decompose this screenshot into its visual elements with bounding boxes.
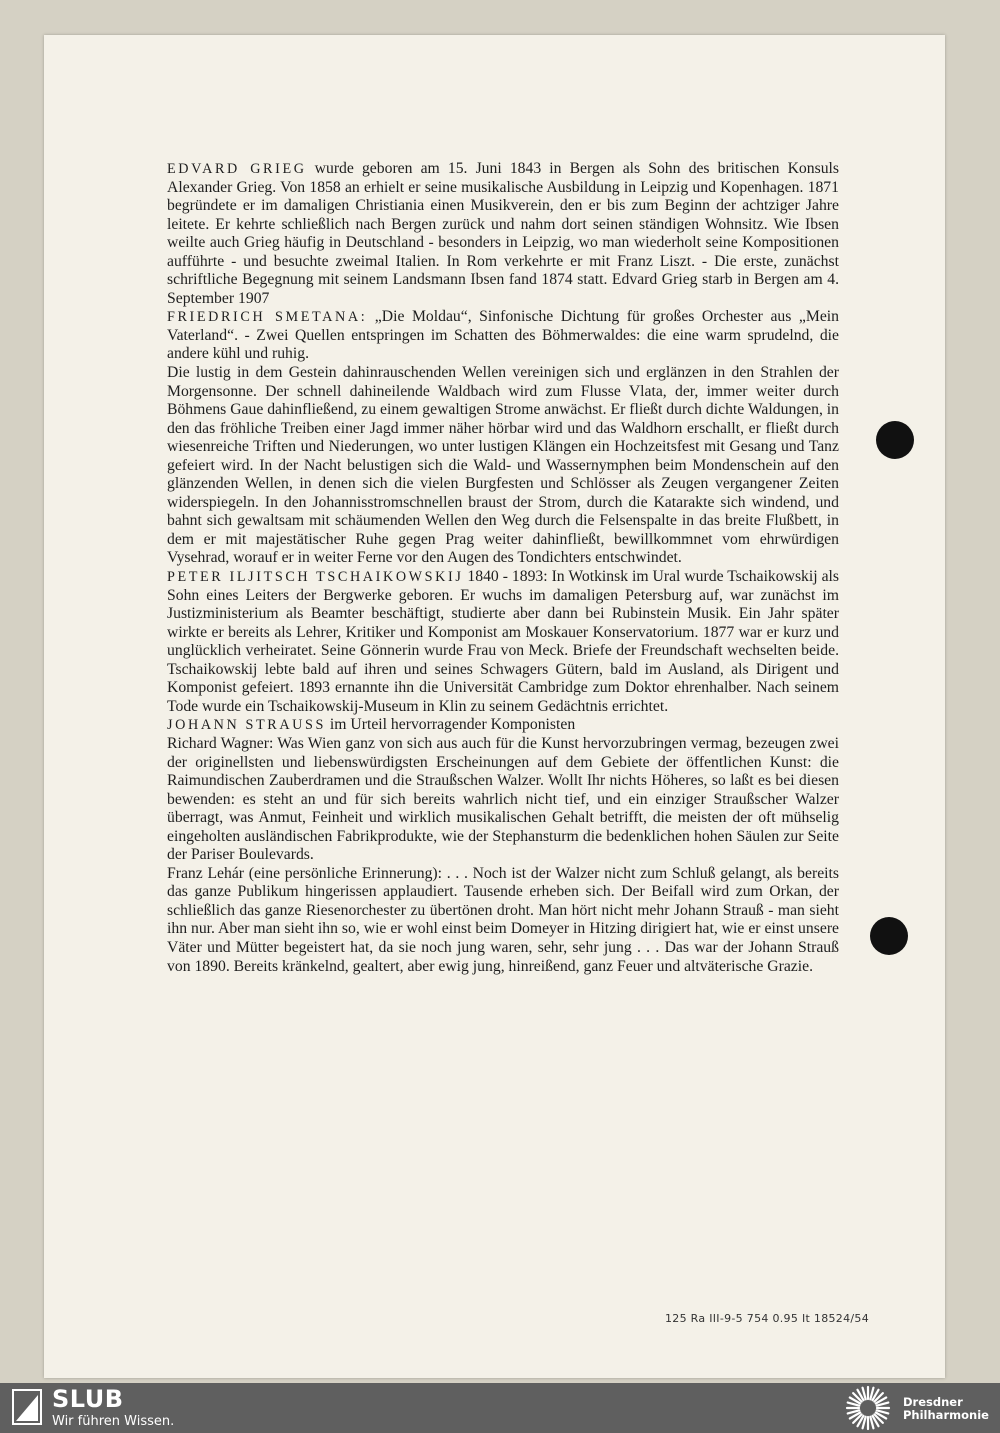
paragraph-lehar-quote: [167, 865, 839, 976]
catalog-number: 125 Ra III-9-5 754 0.95 It 18524/54: [664, 1312, 869, 1325]
paragraph-text: Die lustig in dem Gestein dahinrauschenden Wellen vereinigen sich und erglänzen in den Strahlen der Morgensonne. Der schnell dahineilende Waldbach wird zum Flusse Vlata, der, immer weiter durch Böhmens Gaue dahinfließend, zu einem gewaltigen Strome anwächst. Er fließt durch dichte Waldungen, in den das fröhliche Treiben einer Jagd immer näher hörbar wird und das Waldhorn erschallt, er fließt durch wiesenreiche Triften und Niederungen, wo unter lustigen Klängen ein Hochzeitsfest mit Gesang und Tanz gefeiert wird. In der Nacht belustigen sich die Wald- und Wassernymphen beim Mondenschein auf den glänzenden Wellen, in denen sich die vielen Burgfesten und Schlösser als Zeugen vergangener Zeiten widerspiegeln. In den Johannisstromschnellen braust der Strom, durch die Katarakte sich windend, und bahnt sich gewaltsam mit schäumenden Wellen den Weg durch die Felsenspalte in das breite Flußbett, in dem er mit majestätischer Ruhe gegen Prag weiter dahinfließt, bewillkommnet vom ehrwürdigen Vysehrad, worauf er in weiter Ferne vor den Augen des Tondichters entschwindet.: [167, 364, 839, 567]
paragraph-text: 1840 - 1893: In Wotkinsk im Ural wurde Tschaikowskij als Sohn eines Leiters der Bergwerke geboren. Er wuchs im damaligen Petersburg auf, war zunächst im Justizministerium als Beamter beschäftigt, studierte aber dann bei Rubinstein Musik. Ein Jahr später wirkte er bereits als Lehrer, Kritiker und Komponist am Moskauer Konservatorium. 1877 war er kurz und unglücklich verheiratet. Seine Gönnerin wurde Frau von Meck. Briefe der Freundschaft wechselten beide. Tschaikowskij lebte bald auf ihren und seines Schwagers Gütern, bald im Ausland, als Dirigent und Komponist gefeiert. 1893 ernannte ihn die Universität Cambridge zum Doktor ehrenhalber. Nach seinem Tode wurde ein Tschaikowskij-Museum in Klin zu seinem Gedächtnis errichtet.: [167, 568, 839, 715]
library-name: SLUB: [52, 1385, 124, 1413]
punch-hole-bottom: [870, 917, 908, 955]
paragraph-moldau-description: [167, 364, 839, 568]
partner-name: [903, 1396, 989, 1422]
paragraph-tschaikowskij: [167, 568, 839, 716]
document-text: [167, 160, 839, 976]
paragraph-grieg: [167, 160, 839, 308]
paragraph-text: wurde geboren am 15. Juni 1843 in Bergen als Sohn des britischen Konsuls Alexander Grieg. Von 1858 an erhielt er seine musikalische Ausbildung in Leipzig und Kopenhagen. 1871 begründete er im damaligen Christiania einen Musikverein, den er bis zum Beginn der achtziger Jahre leitete. Er kehrte schließlich nach Bergen zurück und nahm dort seinen ständigen Wohnsitz. Wie Ibsen weilte auch Grieg häufig in Deutschland - besonders in Leipzig, wo man wiederholt seine Kompositionen aufführte - und besuchte zweimal Italien. In Rom verkehrte er mit Franz Liszt. - Die erste, zunächst schriftliche Begegnung mit seinem Landsmann Ibsen fand 1874 statt. Edvard Grieg starb in Bergen am 4. September 1907: [167, 160, 840, 307]
paragraph-strauss: [167, 716, 839, 735]
heading-tschaikowskij: PETER ILJITSCH TSCHAIKOWSKIJ: [167, 569, 464, 586]
paragraph-text: Franz Lehár (eine persönliche Erinnerung): . . . Noch ist der Walzer nicht zum Schluß gelangt, als bereits das ganze Publikum hingerissen applaudiert. Tausende erheben sich. Der Beifall wird zum Orkan, der schließlich das ganze Riesenorchester zu übertönen droht. Man hört nicht mehr Johann Strauß - man sieht ihn nur. Aber man sieht ihn so, wie er wohl einst beim Domeyer in Hitzing dirigiert hat, wie er einst unsere Väter und Mütter begeistert hat, da sie noch jung waren, sehr, sehr jung . . . Das war der Johann Strauß von 1890. Bereits kränkelnd, gealtert, aber ewig jung, hinreißend, ganz Feuer und altväterische Grazie.: [167, 864, 839, 975]
heading-grieg: EDVARD GRIEG: [167, 161, 307, 177]
paragraph-smetana: [167, 308, 839, 364]
partner-name-line2: Philharmonie: [903, 1408, 989, 1422]
paragraph-wagner-quote: [167, 735, 839, 865]
partner-name-line1: Dresdner: [903, 1395, 963, 1409]
heading-strauss: JOHANN STRAUSS: [167, 717, 326, 734]
paragraph-text: Richard Wagner: Was Wien ganz von sich aus auch für die Kunst hervorzubringen vermag, bezeugen zwei der originellsten und liebenswürdigsten Erscheinungen auf dem Gebiete der öffentlichen Kunst: die Raimundischen Zauberdramen und die Straußschen Walzer. Wollt Ihr nichts Höheres, so laßt es bei diesen bewenden: es steht an und für sich bereits wahrlich nicht tief, und ein einziger Straußscher Walzer überragt, was Anmut, Feinheit und wirklich musikalischen Gehalt betrifft, die meisten der oft mühselig eingeholten ausländischen Fabrikprodukte, wie der Stephansturm die bedenklichen hohen Säulen zur Seite der Pariser Boulevards.: [167, 734, 839, 864]
paragraph-text: „Die Moldau“, Sinfonische Dichtung für großes Orchester aus „Mein Vaterland“. - Zwei Quellen entspringen im Schatten des Böhmerwaldes: die eine warm sprudelnd, die andere kühl und ruhig.: [167, 308, 839, 363]
library-tagline: Wir führen Wissen.: [52, 1414, 175, 1429]
slub-logo-icon: [12, 1389, 42, 1425]
punch-hole-top: [876, 421, 914, 459]
footer-bar: [0, 1383, 1000, 1433]
philharmonie-logo-icon: [842, 1385, 894, 1431]
document-page: [44, 35, 945, 1378]
paragraph-text: im Urteil hervorragender Komponisten: [326, 716, 576, 734]
heading-smetana: FRIEDRICH SMETANA:: [167, 309, 368, 326]
